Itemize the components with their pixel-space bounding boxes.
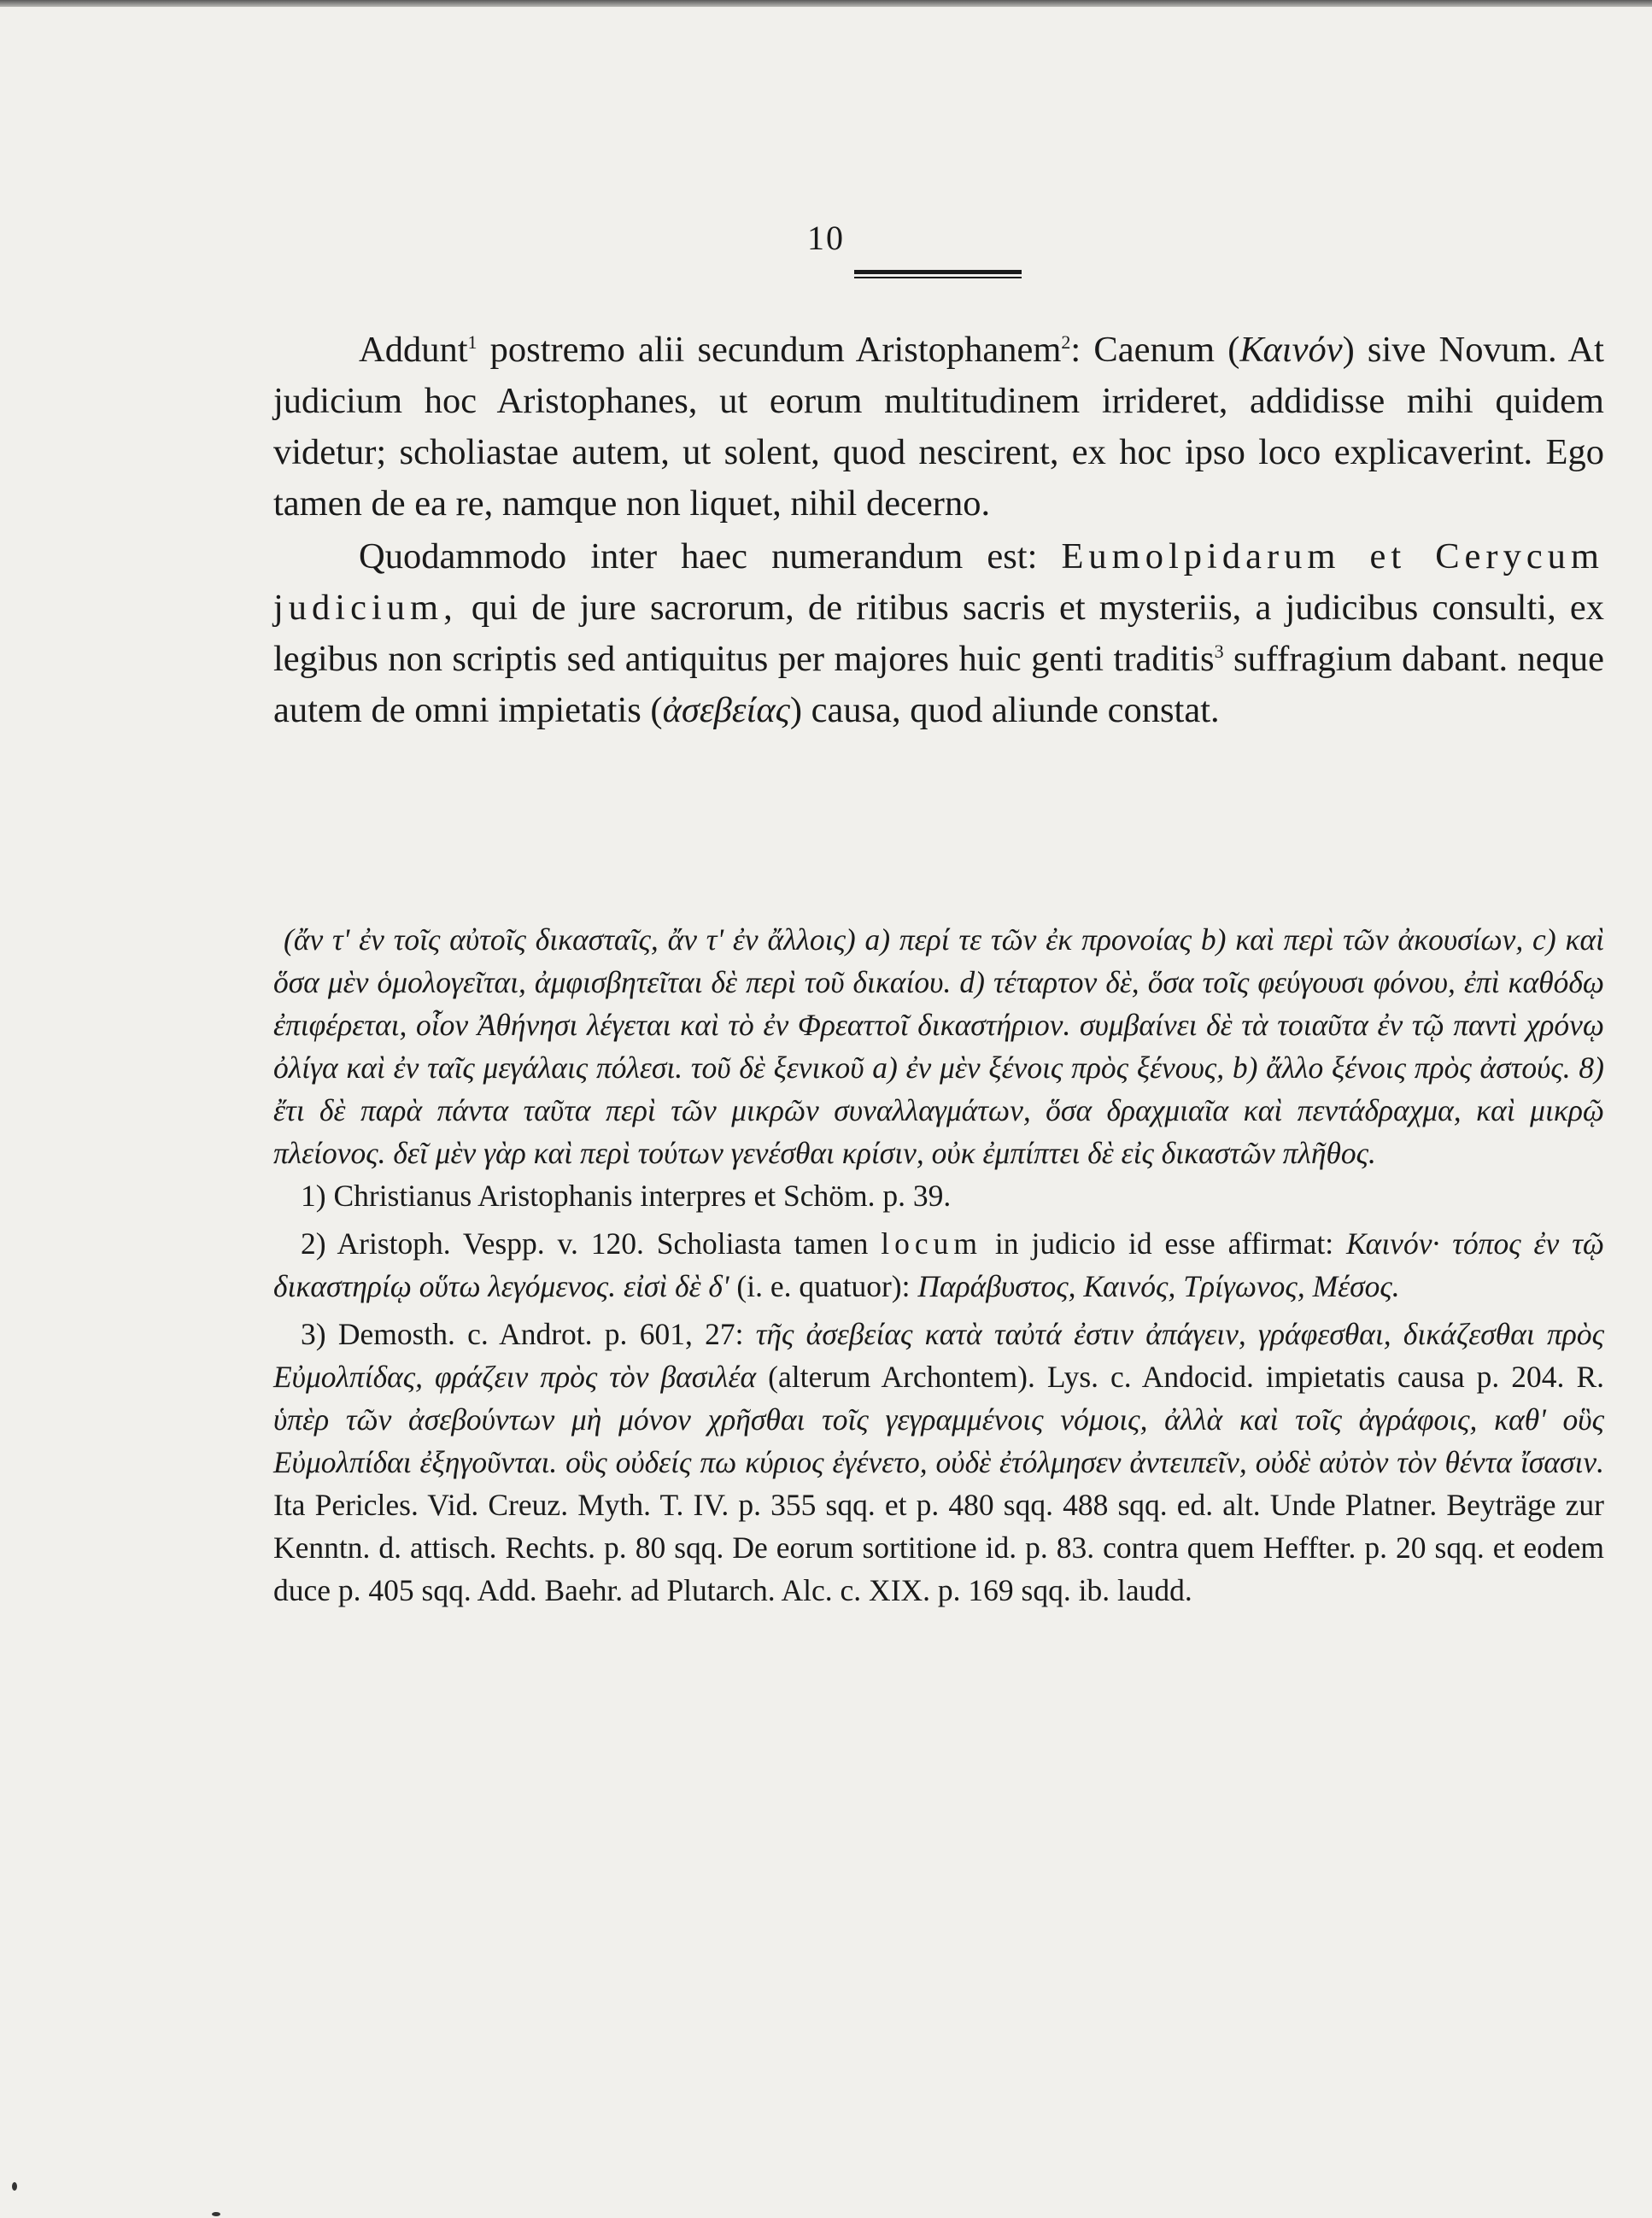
text-span: 2) Aristoph. Vespp. v. 120. Scholiasta tamen bbox=[301, 1226, 882, 1261]
greek-quote: Καινόν· τόπος ἐν τῷ δικαστηρίῳ οὕτω λεγόμενος. εἰσὶ δὲ δ' bbox=[273, 1226, 1604, 1303]
text-span: Quodammodo inter haec numerandum est: bbox=[359, 536, 1062, 576]
page-top-edge bbox=[0, 0, 1652, 7]
text-span: ) sive Novum. At judicium hoc Aristophanes, ut eorum multitudinem irrideret, addidisse mihi quidem videtur; scholiastae autem, ut solent, quod nescirent, ex hoc ipso loco explicaverint. Ego tamen de ea re, namque non liquet, nihil decerno. bbox=[273, 330, 1604, 524]
text-span: ) causa, quod aliunde constat. bbox=[789, 690, 1220, 730]
text-span: postremo alii secundum Aristophanem bbox=[477, 330, 1062, 370]
greek-term: Καινόν bbox=[1239, 330, 1343, 370]
notes-section bbox=[273, 918, 1604, 1612]
greek-quote: ὑπὲρ τῶν ἀσεβούντων μὴ μόνον χρῆσθαι τοῖς γεγραμμένοις νόμοις, ἀλλὰ καὶ τοῖς ἀγράφοις, καθ' οὓς Εὐμολπίδαι ἐξηγοῦνται. οὓς οὐδείς πω κύριος ἐγένετο, οὐδὲ ἐτόλμησεν ἀντειπεῖν, οὐδὲ αὐτὸν τὸν θέντα ἴσασιν. bbox=[273, 1402, 1604, 1479]
greek-quotation: (ἄν τ' ἐν τοῖς αὐτοῖς δικασταῖς, ἄν τ' ἐν ἄλλοις) a) περί τε τῶν ἐκ προνοίας b) καὶ περὶ τῶν ἀκουσίων, c) καὶ ὅσα μὲν ὁμολογεῖται, ἀμφισβητεῖται δὲ περὶ τοῦ δικαίου. d) τέταρτον δὲ, ὅσα τοῖς φεύγουσι φόνου, ἐπὶ καθόδῳ ἐπιφέρεται, οἷον Ἀθήνησι λέγεται καὶ τὸ ἐν Φρεαττοῖ δικαστήριον. συμβαίνει δὲ τὰ τοιαῦτα ἐν τῷ παντὶ χρόνῳ ὀλίγα καὶ ἐν ταῖς μεγάλαις πόλεσι. τοῦ δὲ ξενικοῦ a) ἐν μὲν ξένοις πρὸς ξένους, b) ἄλλο ξένοις πρὸς ἀστούς. 8) ἔτι δὲ παρὰ πάντα ταῦτα περὶ τῶν μικρῶν συναλλαγμάτων, ὅσα δραχμιαῖα καὶ πεντάδραχμα, καὶ μικρῷ πλείονος. δεῖ μὲν γὰρ καὶ περὶ τούτων γενέσθαι κρίσιν, οὐκ ἐμπίπτει δὲ εἰς δικαστῶν πλῆθος. bbox=[273, 922, 1604, 1170]
main-text bbox=[273, 325, 1604, 736]
text-span: : Caenum ( bbox=[1070, 330, 1240, 370]
footnote-ref-1: 1 bbox=[467, 331, 477, 353]
greek-quote: τῆς ἀσεβείας κατὰ ταὐτά ἐστιν ἀπάγειν, γράφεσθαι, δικάζεσθαι πρὸς Εὐμολπίδας, φράζειν πρὸς τὸν βασιλέα bbox=[273, 1317, 1604, 1394]
footnote-ref-3: 3 bbox=[1214, 640, 1224, 662]
spaced-term: Eumolpidarum et Cerycum judicium, bbox=[273, 536, 1604, 628]
text-span: 3) Demosth. c. Androt. p. 601, 27: bbox=[301, 1317, 756, 1351]
paragraph-1 bbox=[273, 325, 1604, 530]
spaced-term: locum bbox=[881, 1226, 983, 1261]
header-rule bbox=[854, 270, 1022, 278]
text-span: suffragium dabant. neque autem de omni impietatis ( bbox=[273, 639, 1604, 730]
greek-term: ἀσεβείας bbox=[662, 690, 790, 730]
text-span: Ita Pericles. Vid. Creuz. Myth. T. IV. p. 355 sqq. et p. 480 sqq. 488 sqq. ed. alt. Unde Platner. Beyträge zur Kenntn. d. attisch. Rechts. p. 80 sqq. De eorum sortitione id. p. 83. contra quem Heffter. p. 20 sqq. et eodem duce p. 405 sqq. Add. Baehr. ad Plutarch. Alc. c. XIX. p. 169 sqq. ib. laudd. bbox=[273, 1488, 1604, 1607]
text-span: in judicio id esse affirmat: bbox=[982, 1226, 1347, 1261]
footnote-3 bbox=[273, 1313, 1604, 1612]
text-span: qui de jure sacrorum, de ritibus sacris et mysteriis, a judicibus consulti, ex legibus non scriptis sed antiquitus per majores huic genti traditis bbox=[273, 588, 1604, 679]
text-span: (alterum Archontem). Lys. c. Andocid. impietatis causa p. 204. R. bbox=[756, 1360, 1604, 1394]
text-span: Addunt bbox=[359, 330, 468, 370]
footnote-ref-2: 2 bbox=[1061, 331, 1071, 353]
paragraph-2 bbox=[273, 531, 1604, 736]
scan-speck bbox=[212, 2212, 220, 2216]
footnote-2 bbox=[273, 1222, 1604, 1308]
greek-quote: Παράβυστος, Καινός, Τρίγωνος, Μέσος. bbox=[917, 1269, 1400, 1303]
footnote-1: 1) Christianus Aristophanis interpres et Schöm. p. 39. bbox=[301, 1179, 952, 1213]
page-number: 10 bbox=[807, 219, 845, 257]
scan-speck bbox=[12, 2182, 17, 2191]
text-span: (i. e. quatuor): bbox=[729, 1269, 918, 1303]
